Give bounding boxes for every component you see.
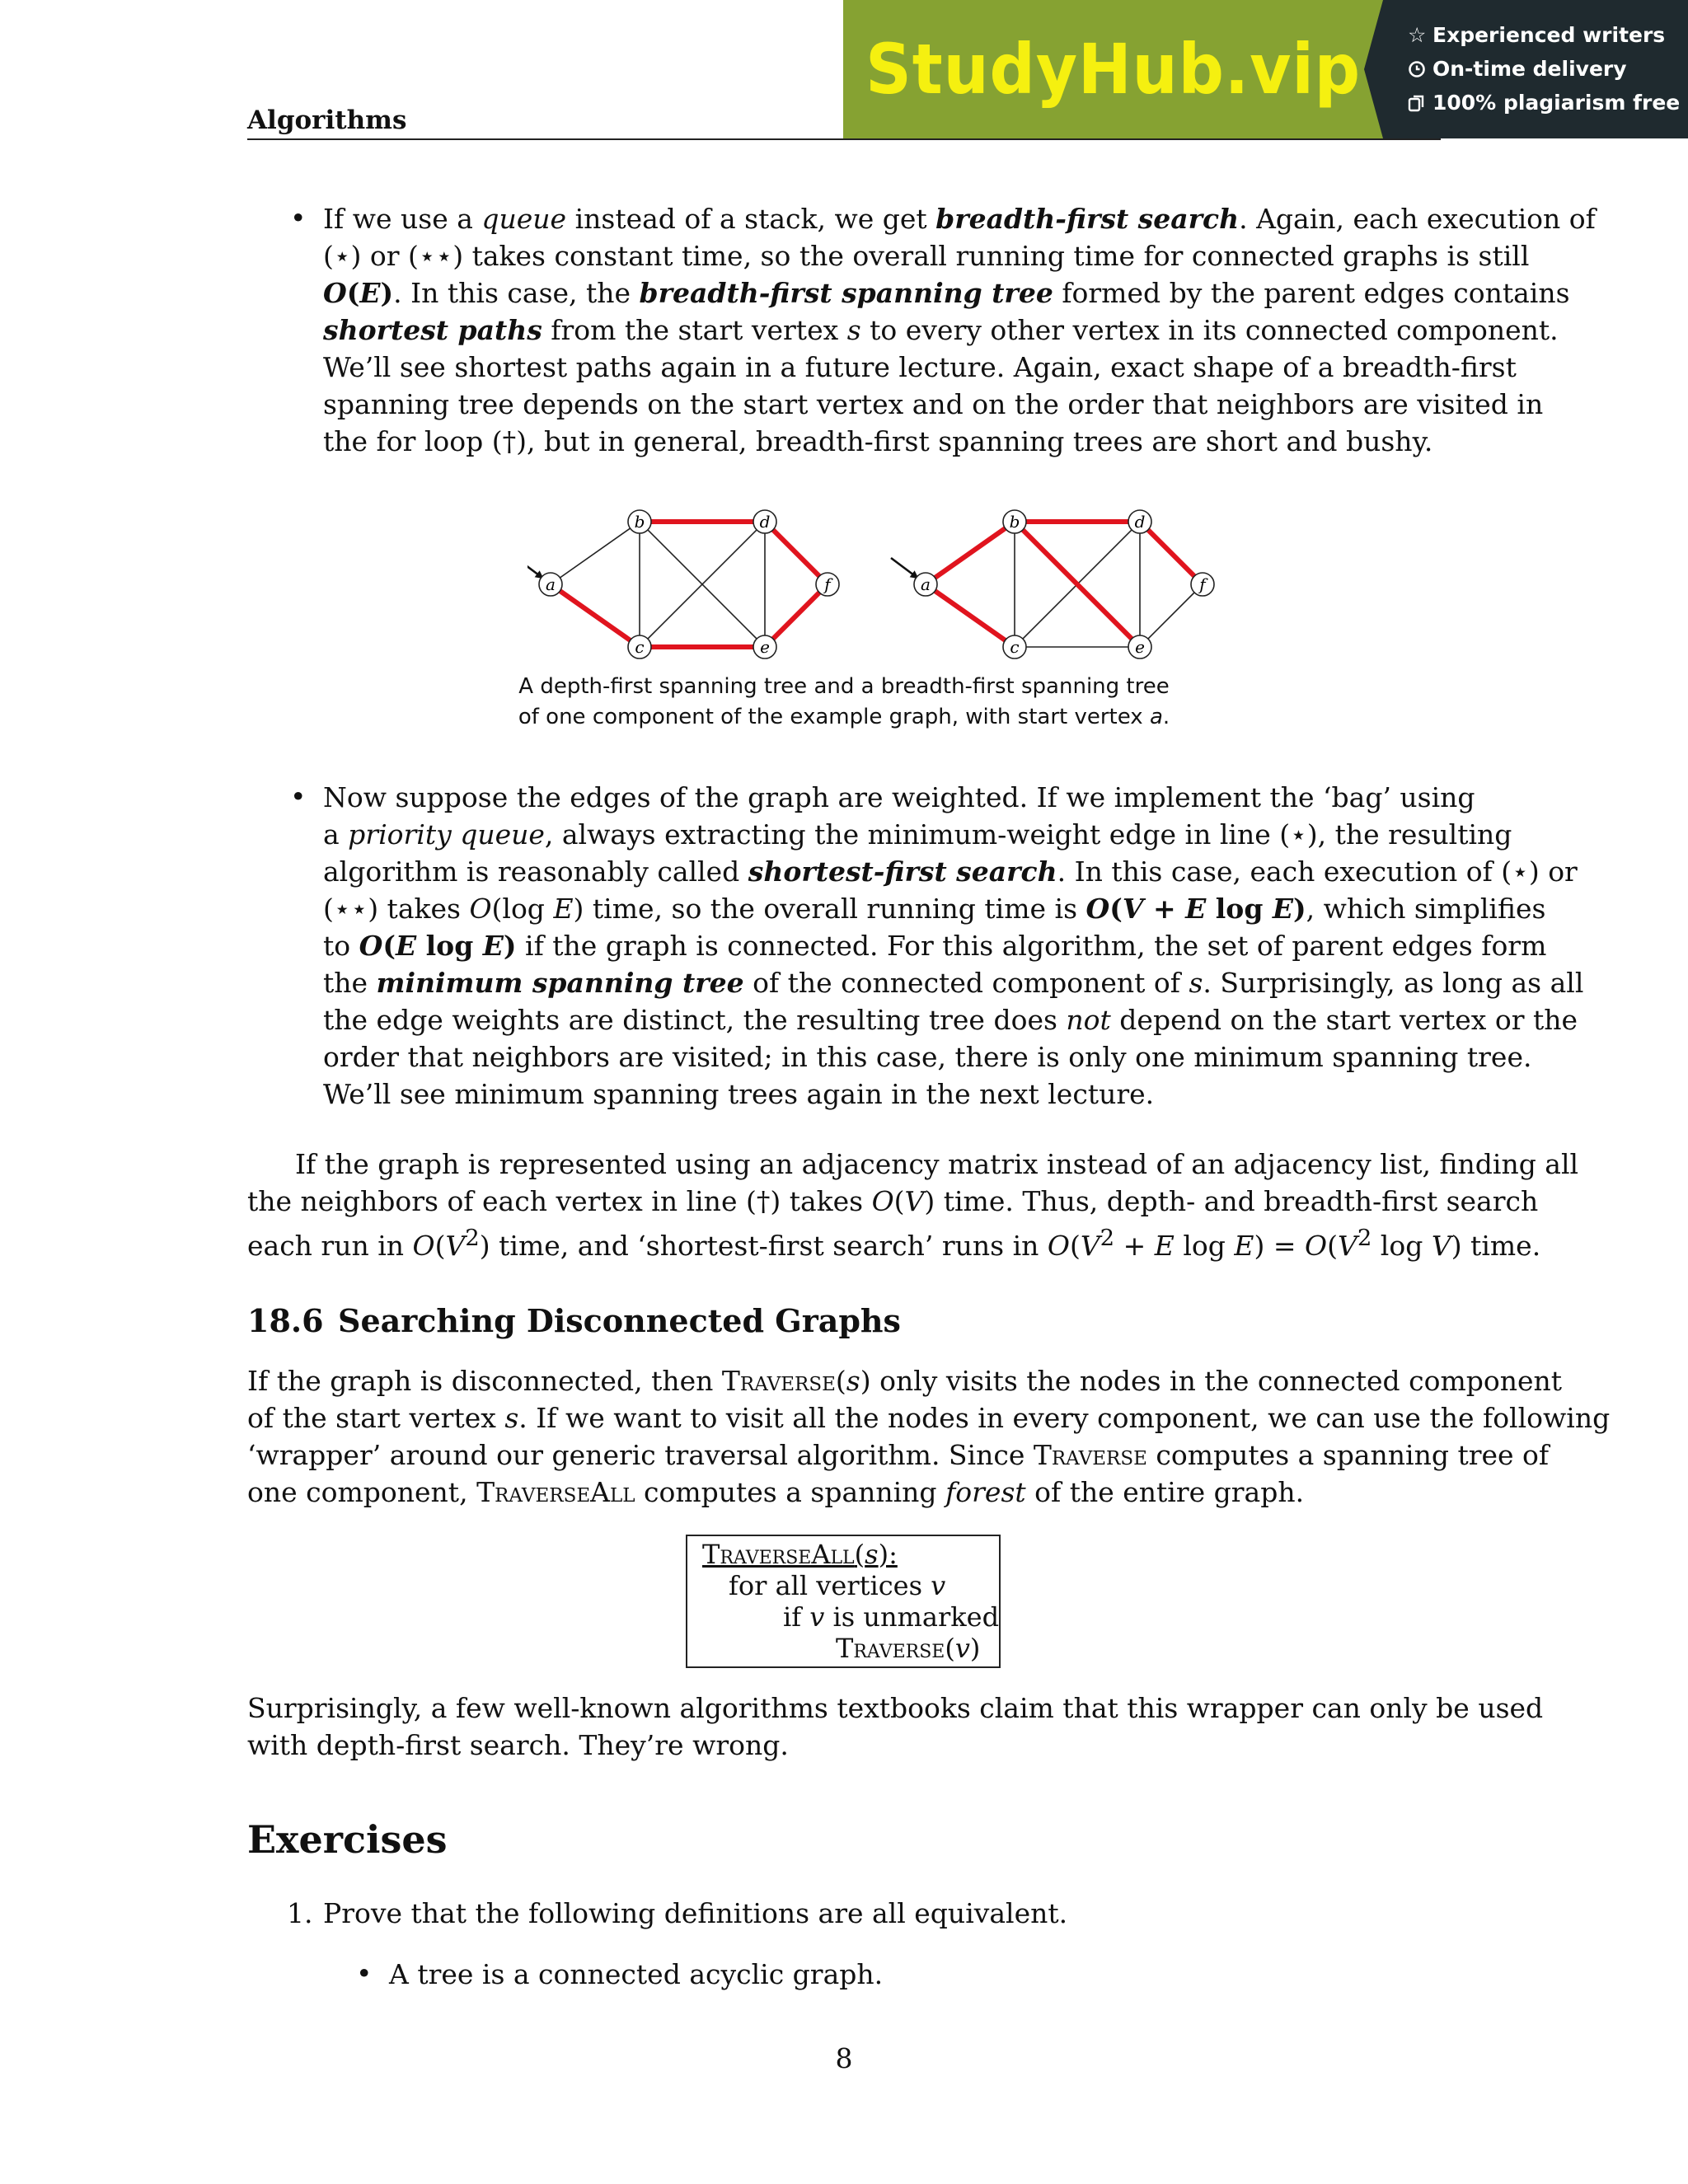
node-d <box>753 510 776 533</box>
tree-edge-a-b <box>926 522 1015 584</box>
node-a <box>914 573 937 596</box>
edge-e-f <box>1140 584 1203 647</box>
exercise-number: 1. <box>287 1897 313 1929</box>
disconnected-line-4: one component, TraverseAll computes a spanning forest of the entire graph. <box>247 1476 1305 1508</box>
svg-text:c: c <box>1010 637 1020 657</box>
sub-bullet-marker: • <box>356 1957 373 1990</box>
algorithm-title: TraverseAll(s): <box>702 1539 898 1570</box>
node-b <box>628 510 651 533</box>
node-d <box>1128 510 1151 533</box>
sfs-line-7: the edge weights are distinct, the resulting tree does not depend on the start vertex or the <box>323 1004 1578 1036</box>
node-c <box>1003 635 1026 658</box>
feature-plagiarism-free: 100% plagiarism free <box>1408 89 1680 123</box>
svg-text:c: c <box>635 637 645 657</box>
disconnected-line-2: of the start vertex s. If we want to visit all the nodes in every component, we can use the following <box>247 1402 1611 1434</box>
svg-text:a: a <box>921 574 931 594</box>
svg-text:d: d <box>1134 512 1146 532</box>
wrong-line-2: with depth-first search. They’re wrong. <box>247 1729 789 1761</box>
section-heading <box>247 1302 901 1339</box>
bfs-line-2: (⋆) or (⋆⋆) takes constant time, so the overall running time for connected graphs is still <box>323 240 1530 272</box>
svg-text:f: f <box>824 574 831 594</box>
tree-edge-f-d <box>765 522 828 584</box>
bullet-marker: • <box>290 780 307 813</box>
tree-edge-d-f <box>1140 522 1203 584</box>
feature-experienced-writers: ☆ Experienced writers <box>1408 21 1680 55</box>
node-b <box>1003 510 1026 533</box>
bfs-line-3: O(E). In this case, the breadth-first spanning tree formed by the parent edges contains <box>323 277 1570 309</box>
traverse-all-algorithm-box <box>686 1535 1001 1668</box>
section-number: 18.6 <box>247 1302 324 1339</box>
sfs-line-8: order that neighbors are visited; in this case, there is only one minimum spanning tree. <box>323 1041 1532 1073</box>
star-outline-icon: ☆ <box>1408 23 1427 47</box>
ad-banner-logo-panel[interactable] <box>843 0 1383 138</box>
tree-edge-e-f <box>765 584 828 647</box>
svg-text:b: b <box>1009 512 1020 532</box>
sfs-line-2: a priority queue, always extracting the minimum-weight edge in line (⋆), the resulting <box>323 818 1512 851</box>
node-e <box>1128 635 1151 658</box>
exercise-1-text: Prove that the following definitions are all equivalent. <box>323 1897 1068 1929</box>
tree-edge-a-c <box>926 584 1015 647</box>
node-e <box>753 635 776 658</box>
depth-first-tree-graph <box>528 510 839 658</box>
figure-caption-line-1: A depth-first spanning tree and a breadth-first spanning tree <box>518 674 1170 699</box>
wrong-line-1: Surprisingly, a few well-known algorithms textbooks claim that this wrapper can only be used <box>247 1692 1544 1724</box>
sfs-line-4: (⋆⋆) takes O(log E) time, so the overall running time is O(V + E log E), which simplifies <box>323 893 1546 925</box>
sfs-line-9: We’ll see minimum spanning trees again in the next lecture. <box>323 1078 1155 1110</box>
start-arrow <box>891 558 917 578</box>
node-a <box>539 573 562 596</box>
svg-text:e: e <box>1135 637 1145 657</box>
svg-text:a: a <box>546 574 556 594</box>
svg-text:d: d <box>759 512 771 532</box>
algorithm-line-if: if v is unmarked <box>783 1601 1000 1633</box>
edge-a-b <box>551 522 640 584</box>
section-title: Searching Disconnected Graphs <box>338 1302 901 1339</box>
exercise-1-sub-bullet: A tree is a connected acyclic graph. <box>389 1958 884 1990</box>
running-head-title: Algorithms <box>247 105 407 135</box>
disconnected-line-1: If the graph is disconnected, then Traverse(s) only visits the nodes in the connected component <box>247 1365 1563 1397</box>
svg-text:b: b <box>634 512 645 532</box>
header-rule <box>247 138 1441 140</box>
svg-text:f: f <box>1199 574 1206 594</box>
feature-on-time-delivery: On-time delivery <box>1408 55 1680 89</box>
exercises-heading: Exercises <box>247 1817 448 1862</box>
algorithm-line-traverse: Traverse(v) <box>836 1633 981 1664</box>
ad-banner-features <box>1408 21 1680 123</box>
bullet-marker: • <box>290 202 307 234</box>
sfs-line-1: Now suppose the edges of the graph are weighted. If we implement the ‘bag’ using <box>323 781 1475 813</box>
clock-icon <box>1408 55 1432 83</box>
bfs-line-6: spanning tree depends on the start vertex and on the order that neighbors are visited in <box>323 388 1544 420</box>
spanning-trees-figure <box>528 499 1269 663</box>
svg-text:e: e <box>760 637 770 657</box>
sfs-line-6: the minimum spanning tree of the connected component of s. Surprisingly, as long as all <box>323 967 1584 999</box>
matrix-line-3: each run in $O(V^2)$ time, and ‘shortest-first search’ runs in $O(V^2 + E$ $\log E) = O(V^2$ log V) time. <box>247 1225 1541 1262</box>
disconnected-line-3: ‘wrapper’ around our generic traversal algorithm. Since Traverse computes a spanning tree of <box>247 1439 1550 1471</box>
sfs-line-5: to O(E log E) if the graph is connected. For this algorithm, the set of parent edges form <box>323 930 1547 962</box>
matrix-line-2: the neighbors of each vertex in line (†) takes O(V) time. Thus, depth- and breadth-first search <box>247 1185 1539 1217</box>
matrix-line-1: If the graph is represented using an adjacency matrix instead of an adjacency list, finding all <box>295 1148 1579 1180</box>
copy-icon <box>1408 89 1432 117</box>
node-f <box>1191 573 1214 596</box>
node-c <box>628 635 651 658</box>
studyhub-logo: StudyHub.vip <box>865 29 1361 110</box>
start-arrow <box>528 558 542 578</box>
breadth-first-tree-graph <box>891 510 1214 658</box>
bfs-line-7: the for loop (†), but in general, breadth-first spanning trees are short and bushy. <box>323 425 1433 457</box>
bfs-line-1: If we use a queue instead of a stack, we get breadth-first search. Again, each execution of <box>323 203 1596 235</box>
algorithm-line-for: for all vertices v <box>729 1570 946 1601</box>
node-f <box>816 573 839 596</box>
bfs-line-5: We’ll see shortest paths again in a future lecture. Again, exact shape of a breadth-first <box>323 351 1517 383</box>
figure-caption-line-2: of one component of the example graph, with start vertex a. <box>518 705 1170 729</box>
page-number: 8 <box>835 2042 853 2074</box>
tree-edge-a-c <box>551 584 640 647</box>
sfs-line-3: algorithm is reasonably called shortest-first search. In this case, each execution of (⋆) or <box>323 855 1578 888</box>
bfs-line-4: shortest paths from the start vertex s to every other vertex in its connected component. <box>323 314 1559 346</box>
